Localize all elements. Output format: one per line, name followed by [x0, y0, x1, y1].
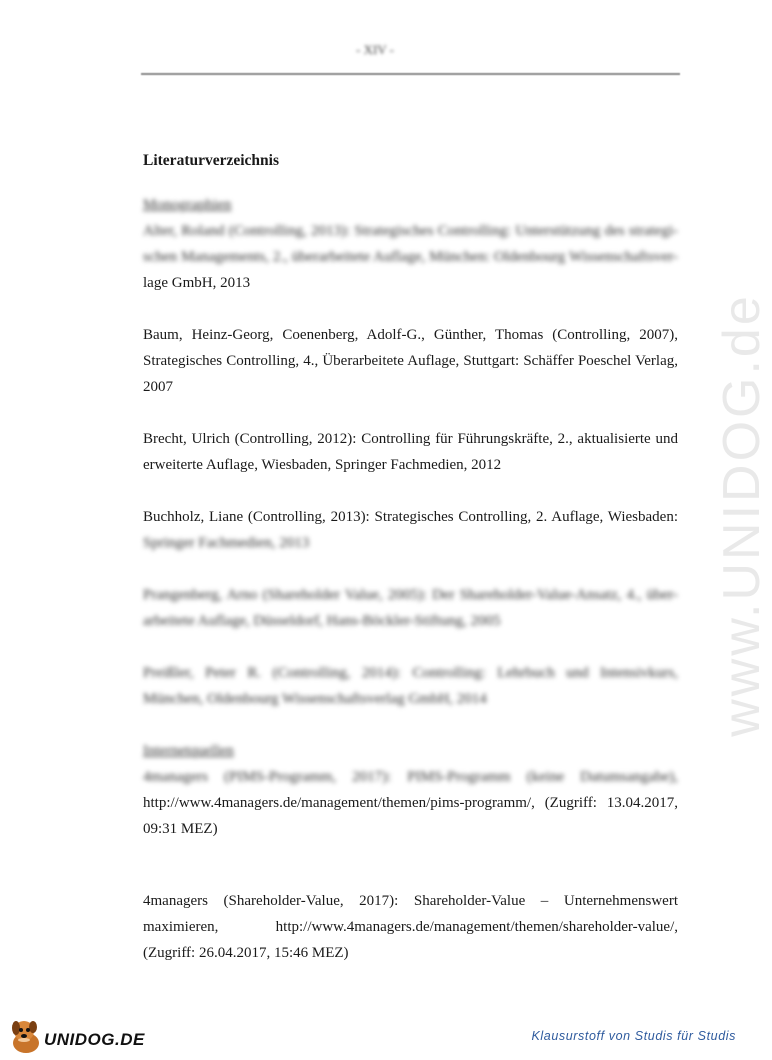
- entry-line: Alter, Roland (Controlling, 2013): Strategisches Controlling: Unterstützung des strategi-: [143, 223, 678, 239]
- entry-line: schen Managements, 2., überarbeitete Auflage, München: Oldenbourg Wissenschaftsver-: [143, 249, 678, 265]
- entry-line: Springer Fachmedien, 2013: [143, 535, 310, 551]
- section-title: Monographien: [143, 197, 232, 213]
- entry-line: Oldenbourg Wissenschaftsverlag GmbH, 2014: [207, 691, 487, 707]
- bib-entry-shareholder-value: [143, 888, 678, 966]
- logo-wordmark: UNIDOG.DE: [44, 1030, 145, 1049]
- entry-line: Baum, Heinz-Georg, Coenenberg, Adolf-G., Günther, Thomas (Controlling, 2007), Strategisches Controlling, 4., Überarbeitete Auflage, Stuttgart: Schäffer Poeschel Verlag, 2007: [143, 327, 678, 395]
- bib-entry-alter: [143, 218, 678, 296]
- bib-entry-pims: [143, 764, 678, 842]
- entry-line: 4managers (PIMS-Programm, 2017): PIMS-Programm (keine Datumsangabe),: [143, 769, 678, 785]
- unidog-logo[interactable]: [4, 1016, 164, 1056]
- bib-entry-baum: [143, 322, 678, 400]
- entry-line: Brecht, Ulrich (Controlling, 2012): Controlling für Führungskräfte, 2., aktualisierte und erweiterte Auflage, Wiesbaden, Springer Fachmedien, 2012: [143, 431, 678, 473]
- section-title: Internetquellen: [143, 743, 234, 759]
- footer-tagline: Klausurstoff von Studis für Studis: [531, 1029, 736, 1043]
- header-rule: [141, 73, 680, 75]
- bib-entry-brecht: [143, 426, 678, 478]
- section-monographien: [143, 192, 678, 712]
- bib-entry-buchholz: [143, 504, 678, 556]
- entry-link-line[interactable]: http://www.4managers.de/management/themen/pims-programm/, (Zugriff: 13.04.2017, 09:31 MEZ): [143, 795, 678, 837]
- entry-line: Prangenberg, Arno (Shareholder Value, 2005): Der Shareholder-Value-Ansatz, 4., über-: [143, 587, 678, 603]
- bibliography-content: [143, 148, 678, 966]
- entry-line: arbeitete Auflage, Düsseldorf, Hans-Böckler-Stiftung, 2005: [143, 613, 501, 629]
- section-internetquellen: [143, 738, 678, 966]
- entry-line: Buchholz, Liane (Controlling, 2013): Strategisches Controlling, 2. Auflage, Wiesbaden:: [143, 509, 678, 525]
- entry-link-line[interactable]: 4managers (Shareholder-Value, 2017): Shareholder-Value – Unternehmenswert maximieren, http://www.4managers.de/management/themen/shareholder-value/, (Zugriff: 26.04.2017, 15:46 MEZ): [143, 893, 678, 961]
- entry-line: lage GmbH, 2013: [143, 275, 251, 291]
- entry-line: Preißler, Peter R. (Controlling, 2014): Controlling: Lehrbuch und Intensivkurs, München,: [143, 665, 678, 707]
- page-number: - XIV -: [355, 42, 395, 57]
- bib-entry-preissler: [143, 660, 678, 712]
- page-heading: Literaturverzeichnis: [143, 152, 280, 169]
- dog-mascot-icon: [6, 1016, 46, 1056]
- watermark: www.UNIDOG.de: [713, 293, 771, 737]
- bib-entry-prangenberg: [143, 582, 678, 634]
